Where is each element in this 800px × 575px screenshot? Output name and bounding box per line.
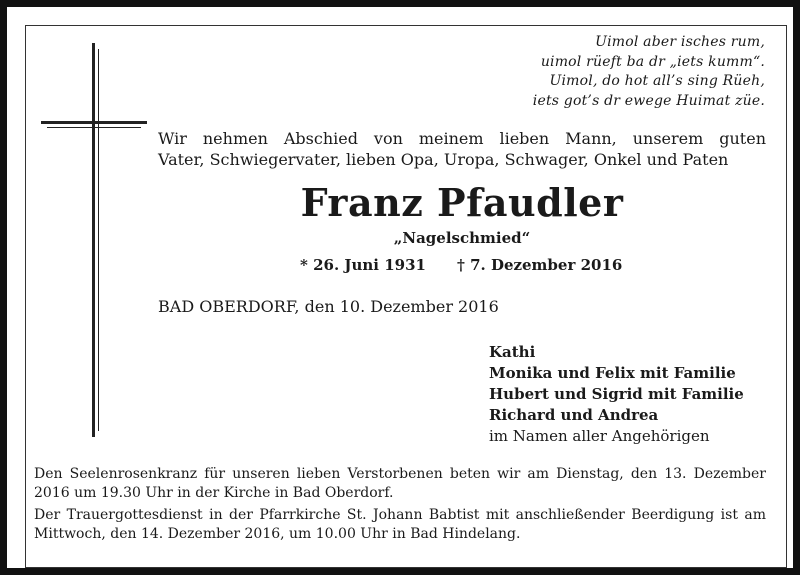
service-notes [34, 465, 766, 547]
poem-line: iets got’s dr ewege Huimat züe. [532, 92, 765, 109]
intro-line: Vater, Schwiegervater, lieben Opa, Uropa, Schwager, Onkel und Paten [158, 150, 729, 169]
poem [470, 33, 765, 111]
death-date: † 7. Dezember 2016 [457, 256, 623, 274]
family-member: Hubert und Sigrid mit Familie [489, 385, 744, 403]
intro-text [158, 128, 766, 170]
family-member: Richard und Andrea [489, 406, 659, 424]
poem-line: uimol rüeft ba dr „iets kumm“. [540, 53, 765, 70]
intro-line: Wir nehmen Abschied von meinem lieben Mann, unserem guten [158, 129, 766, 148]
rosary-note: Den Seelenrosenkranz für unseren lieben Verstorbenen beten wir am Dienstag, den 13. Dezember 2016 um 19.30 Uhr in der Kirche in Bad Oberdorf. [34, 466, 766, 501]
family-member: Monika und Felix mit Familie [489, 364, 736, 382]
place-and-date: BAD OBERDORF, den 10. Dezember 2016 [158, 297, 499, 316]
poem-line: Uimol aber isches rum, [595, 34, 765, 50]
poem-line: Uimol, do hot all’s sing Rüeh, [549, 73, 765, 89]
birth-date: * 26. Juni 1931 [300, 256, 426, 274]
deceased-nickname: „Nagelschmied“ [393, 229, 531, 247]
deceased-name: Franz Pfaudler [300, 180, 624, 225]
family-member: Kathi [489, 343, 536, 361]
family-list [489, 342, 744, 447]
family-footer: im Namen aller Angehörigen [489, 427, 710, 445]
funeral-note: Der Trauergottesdienst in der Pfarrkirche St. Johann Babtist mit anschließender Beerdigung ist am Mittwoch, den 14. Dezember 2016, um 10.00 Uhr in Bad Hindelang. [34, 507, 766, 542]
